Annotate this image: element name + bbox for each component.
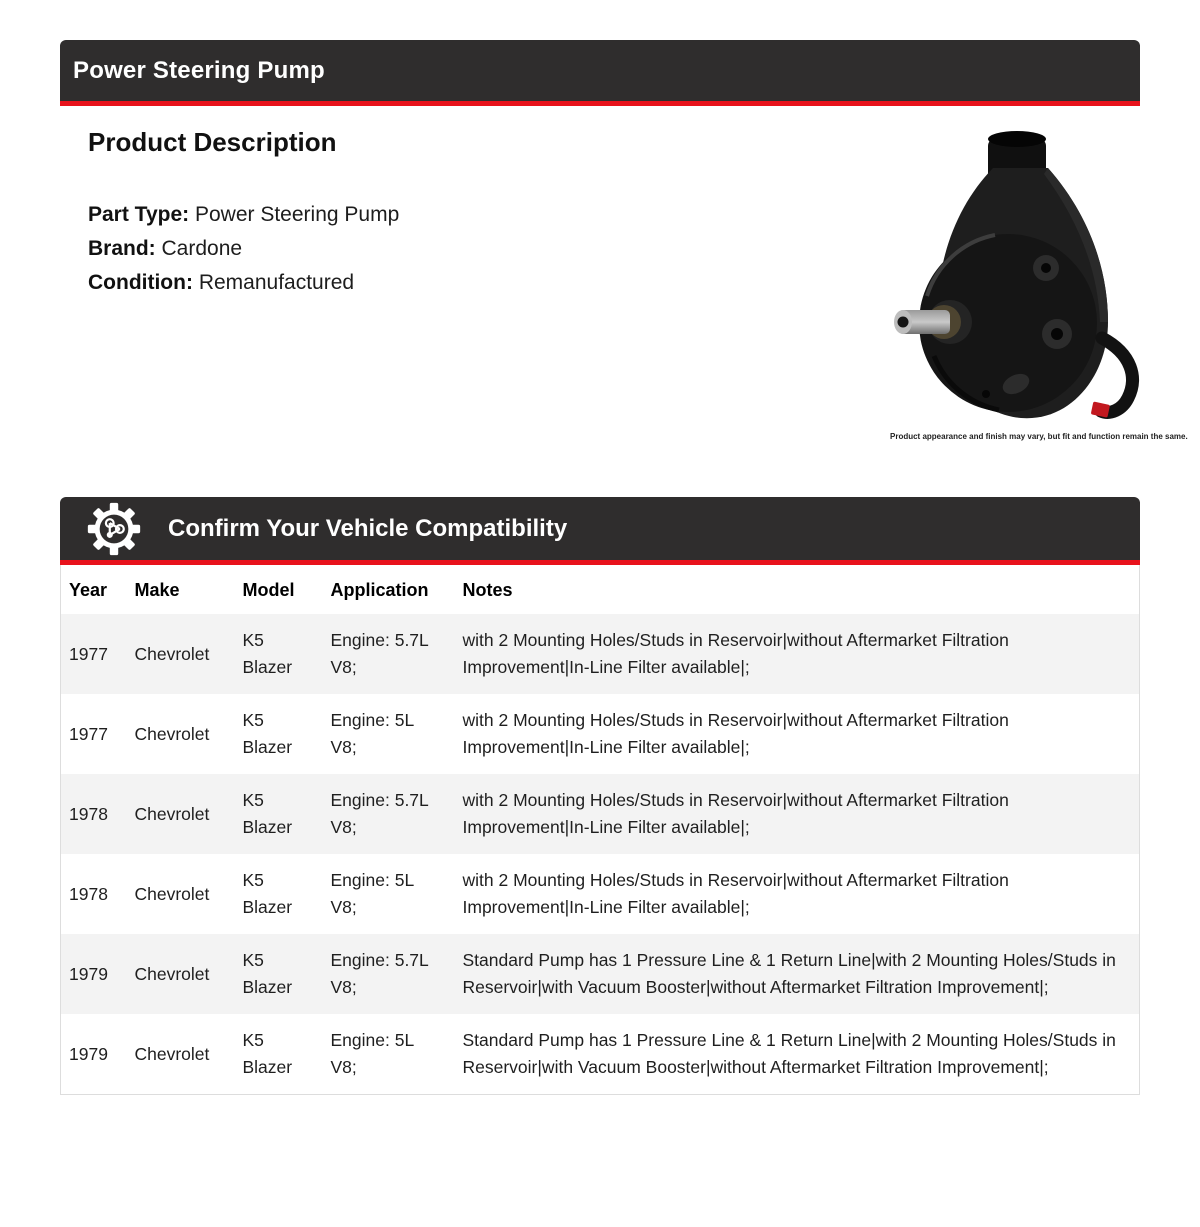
cell-make: Chevrolet (134, 803, 210, 824)
cell-application: Engine: 5L V8; (330, 710, 414, 757)
table-row (61, 1014, 1140, 1095)
compatibility-header-bar (60, 497, 1140, 565)
cell-year: 1977 (69, 723, 108, 744)
cell-model: K5 Blazer (242, 950, 293, 997)
cell-year: 1978 (69, 883, 108, 904)
cell-notes: with 2 Mounting Holes/Studs in Reservoir|without Aftermarket Filtration Improvement|In-Line Filter available|; (462, 630, 1009, 677)
cell-year: 1979 (69, 1043, 108, 1064)
product-image-figure (890, 126, 1188, 441)
cell-make: Chevrolet (134, 723, 210, 744)
cell-year: 1977 (69, 643, 108, 664)
gear-icon (86, 501, 142, 557)
product-image-caption: Product appearance and finish may vary, but fit and function remain the same. (890, 432, 1188, 441)
cell-application: Engine: 5.7L V8; (330, 790, 429, 837)
cell-model: K5 Blazer (242, 630, 293, 677)
compatibility-table (60, 565, 1140, 1095)
cell-application: Engine: 5L V8; (330, 870, 414, 917)
cell-model: K5 Blazer (242, 710, 293, 757)
page-title: Power Steering Pump (73, 56, 325, 84)
column-header-application: Application (323, 565, 455, 614)
cell-make: Chevrolet (134, 883, 210, 904)
column-header-model: Model (235, 565, 323, 614)
cell-notes: with 2 Mounting Holes/Studs in Reservoir|without Aftermarket Filtration Improvement|In-Line Filter available|; (462, 870, 1009, 917)
product-description-section (60, 106, 1188, 497)
cell-year: 1979 (69, 963, 108, 984)
column-header-notes: Notes (455, 565, 1140, 614)
column-header-year: Year (61, 565, 127, 614)
cell-application: Engine: 5.7L V8; (330, 950, 429, 997)
cell-make: Chevrolet (134, 963, 210, 984)
description-heading: Product Description (88, 127, 337, 157)
cell-application: Engine: 5.7L V8; (330, 630, 429, 677)
part-type-label: Part Type: (88, 203, 190, 226)
cell-application: Engine: 5L V8; (330, 1030, 414, 1077)
cell-notes: with 2 Mounting Holes/Studs in Reservoir|without Aftermarket Filtration Improvement|In-Line Filter available|; (462, 790, 1009, 837)
cell-make: Chevrolet (134, 643, 210, 664)
condition-label: Condition: (88, 271, 193, 294)
brand-value: Cardone (161, 237, 243, 260)
cell-year: 1978 (69, 803, 108, 824)
table-row (61, 934, 1140, 1014)
condition-value: Remanufactured (198, 271, 355, 294)
table-row (61, 614, 1140, 694)
cell-notes: Standard Pump has 1 Pressure Line & 1 Return Line|with 2 Mounting Holes/Studs in Reservoir|with Vacuum Booster|without Aftermarket Filtration Improvement|; (462, 950, 1116, 997)
cell-notes: with 2 Mounting Holes/Studs in Reservoir|without Aftermarket Filtration Improvement|In-Line Filter available|; (462, 710, 1009, 757)
power-steering-pump-image (894, 126, 1144, 428)
column-header-make: Make (127, 565, 235, 614)
cell-model: K5 Blazer (242, 1030, 293, 1077)
table-row (61, 774, 1140, 854)
product-title-bar (60, 40, 1140, 106)
brand-label: Brand: (88, 237, 156, 260)
part-type-value: Power Steering Pump (194, 203, 400, 226)
table-row (61, 854, 1140, 934)
table-header-row (61, 565, 1140, 614)
cell-model: K5 Blazer (242, 870, 293, 917)
compatibility-heading: Confirm Your Vehicle Compatibility (168, 514, 568, 542)
page-container (60, 40, 1188, 1095)
table-row (61, 694, 1140, 774)
cell-model: K5 Blazer (242, 790, 293, 837)
cell-make: Chevrolet (134, 1043, 210, 1064)
cell-notes: Standard Pump has 1 Pressure Line & 1 Return Line|with 2 Mounting Holes/Studs in Reservoir|with Vacuum Booster|without Aftermarket Filtration Improvement|; (462, 1030, 1116, 1077)
compatibility-table-body (61, 614, 1140, 1095)
